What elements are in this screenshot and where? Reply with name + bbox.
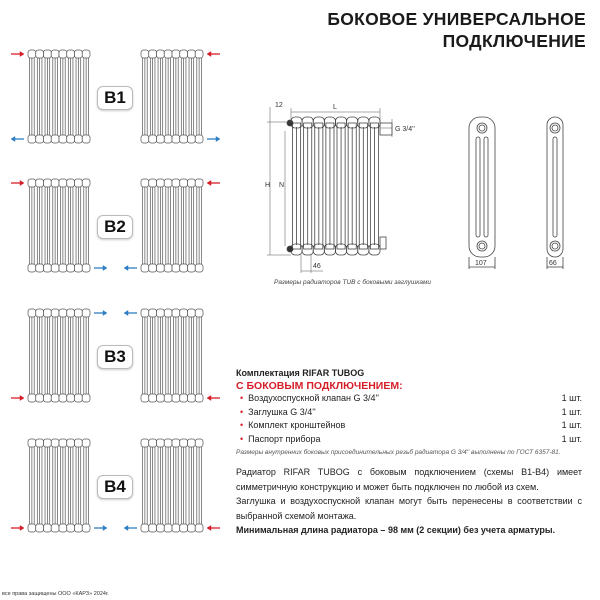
- kit-item: [236, 419, 582, 433]
- kit-heading: Комплектация RIFAR TUBOG: [236, 368, 365, 378]
- return-arrow-icon: [11, 137, 24, 142]
- kit-item-qty: 1 шт.: [561, 433, 582, 444]
- description: [236, 465, 582, 538]
- return-arrow-icon: [207, 137, 220, 142]
- radiator-side-view-2col: [547, 117, 563, 269]
- bullet-icon: •: [240, 393, 244, 403]
- dimension-lines: [267, 107, 392, 273]
- kit-item: [236, 433, 582, 447]
- kit-item: [236, 406, 582, 420]
- radiator-front-view: [287, 117, 392, 255]
- drawing-caption: Размеры радиаторов TUB с боковыми заглушками: [274, 279, 432, 286]
- title-line-2: ПОДКЛЮЧЕНИЕ: [442, 31, 586, 51]
- return-arrow-icon: [94, 266, 107, 271]
- kit-note: Размеры внутренних боковых присоединительных резьб радиатора G 3/4'' выполнены по ГОСТ 6357-81.: [236, 449, 561, 456]
- return-arrow-icon: [94, 526, 107, 531]
- kit-item-qty: 1 шт.: [561, 406, 582, 417]
- kit-item-qty: 1 шт.: [561, 420, 582, 430]
- dim-46: 46: [313, 263, 321, 270]
- radiator-icon: [28, 179, 90, 272]
- kit-section: [236, 368, 582, 456]
- kit-item-name: Паспорт прибора: [248, 433, 321, 444]
- radiator-side-view-3col: [469, 117, 495, 269]
- dim-107: 107: [475, 260, 487, 267]
- radiator-icon: [141, 439, 203, 532]
- supply-arrow-icon: [207, 52, 220, 57]
- return-arrow-icon: [94, 311, 107, 316]
- dimension-drawing: [255, 95, 595, 275]
- scheme-label-b4: B4: [97, 475, 133, 499]
- radiator-icon: [141, 50, 203, 143]
- return-arrow-icon: [124, 311, 137, 316]
- description-p1: Радиатор RIFAR TUBOG с боковым подключением (схемы В1-В4) имеет симметричную конструкцию и может быть подключен по любой из схем.: [236, 467, 582, 492]
- dim-66: 66: [549, 260, 557, 267]
- bullet-icon: •: [240, 420, 244, 430]
- dim-12: 12: [275, 102, 283, 109]
- dim-n: N: [279, 182, 285, 189]
- radiator-icon: [28, 309, 90, 402]
- radiator-icon: [141, 179, 203, 272]
- supply-arrow-icon: [207, 396, 220, 401]
- supply-arrow-icon: [207, 181, 220, 186]
- return-arrow-icon: [124, 266, 137, 271]
- kit-subheading: С БОКОВЫМ ПОДКЛЮЧЕНИЕМ:: [236, 380, 403, 392]
- supply-arrow-icon: [11, 396, 24, 401]
- kit-item: [236, 392, 582, 406]
- scheme-label-b2: B2: [97, 215, 133, 239]
- kit-item-qty: 1 шт.: [561, 393, 582, 403]
- dim-l: L: [333, 104, 337, 111]
- description-p2: Заглушка и воздухоспускной клапан могут быть перенесены в соответствии с выбранной схемой монтажа.: [236, 496, 582, 521]
- dim-h: H: [265, 182, 271, 189]
- supply-arrow-icon: [11, 52, 24, 57]
- supply-arrow-icon: [11, 181, 24, 186]
- supply-arrow-icon: [11, 526, 24, 531]
- bullet-icon: •: [240, 433, 244, 444]
- copyright: все права защищены ООО «КАРЗ» 2024г.: [2, 591, 109, 597]
- kit-item-name: Заглушка G 3/4'': [248, 406, 316, 417]
- bullet-icon: •: [240, 406, 244, 417]
- description-p3: Минимальная длина радиатора – 98 мм (2 секции) без учета арматуры.: [236, 525, 556, 535]
- thread-size: G 3/4'': [395, 126, 415, 133]
- radiator-icon: [28, 50, 90, 143]
- title-line-1: БОКОВОЕ УНИВЕРСАЛЬНОЕ: [327, 9, 586, 29]
- kit-item-name: Воздухоспускной клапан G 3/4'': [248, 393, 379, 403]
- return-arrow-icon: [124, 526, 137, 531]
- page-title: [327, 8, 586, 52]
- radiator-icon: [28, 439, 90, 532]
- scheme-label-b3: B3: [97, 345, 133, 369]
- scheme-label-b1: B1: [97, 86, 133, 110]
- kit-item-name: Комплект кронштейнов: [248, 420, 346, 430]
- radiator-icon: [141, 309, 203, 402]
- supply-arrow-icon: [207, 526, 220, 531]
